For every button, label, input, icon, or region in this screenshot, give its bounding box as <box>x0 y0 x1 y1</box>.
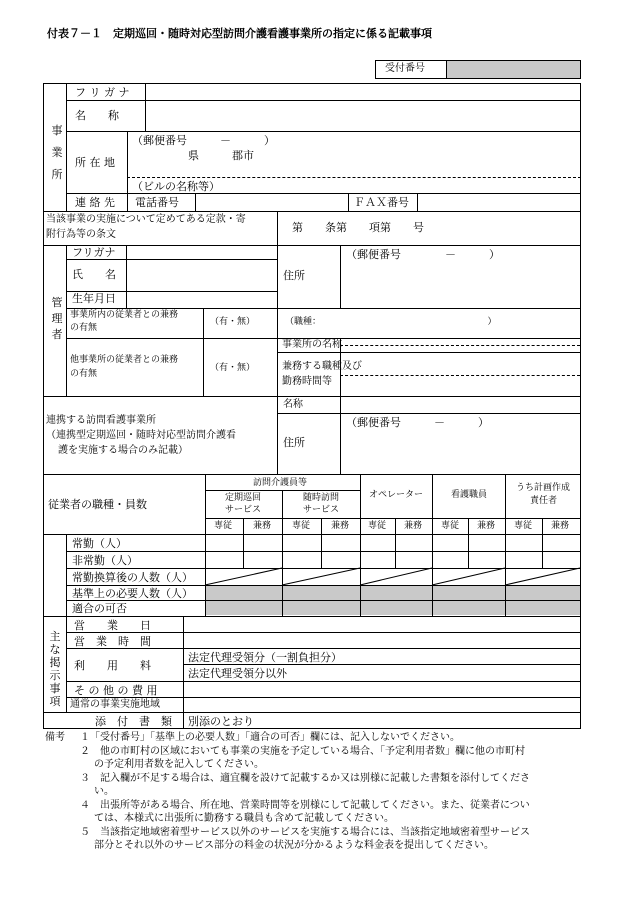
office-postal: （郵便番号 － ） <box>132 134 275 147</box>
manager-dual-in-line1: 事業所内の従業者との兼務 <box>70 310 179 320</box>
staff-oncall-line2: サービス <box>303 505 340 515</box>
staff-periodic-line2: サービス <box>225 505 262 515</box>
note-2b: の予定利用者数を記入してください。 <box>94 759 264 770</box>
note-4b: ては、本様式に出張所に勤務する職員も含めて記載してください。 <box>94 813 394 824</box>
staff-sub-full: 専従 <box>441 521 460 531</box>
staff-row-compliance: 適合の可否 <box>72 602 127 615</box>
manager-other-duty-line1: 兼務する職種及び <box>282 361 362 372</box>
staff-periodic-line1: 定期巡回 <box>225 493 262 503</box>
manager-dual-out-line2: の有無 <box>70 369 98 379</box>
manager-other-duty-line2: 勤務時間等 <box>282 376 332 387</box>
note-4a: ４ 出張所等がある場合、所在地、営業時間等を別様にして記載してください。また、従業者につい <box>80 800 530 811</box>
manager-address-label: 住所 <box>283 269 305 282</box>
items-fee-opt1: 法定代理受領分（一割負担分） <box>188 651 342 664</box>
items-fee: 利 用 料 <box>74 659 151 672</box>
office-pref-city: 県 郡市 <box>188 149 254 162</box>
partner-address-label: 住所 <box>283 436 305 449</box>
staff-nurse-header: 看護職員 <box>451 490 488 500</box>
partner-name-label: 名称 <box>283 399 303 410</box>
staff-sub-concurrent: 兼務 <box>551 521 570 531</box>
form-title: 付表７－１ 定期巡回・随時対応型訪問介護看護事業所の指定に係る記載事項 <box>47 27 432 40</box>
items-docs-value: 別添のとおり <box>188 715 254 728</box>
manager-furigana-label: フリガナ <box>72 246 116 259</box>
manager-name-label: 氏 名 <box>72 268 116 281</box>
staff-label: 従業者の職種・員数 <box>48 498 147 511</box>
manager-dual-out-line1: 他事業所の従業者との兼務 <box>70 355 179 365</box>
office-phone-label: 電話番号 <box>135 196 179 209</box>
note-3a: ３ 記入欄が不足する場合は、適宜欄を設けて記載するか又は別様に記載した書類を添付してくださ <box>80 773 530 784</box>
staff-sub-full: 専従 <box>292 521 311 531</box>
manager-birth-label: 生年月日 <box>72 292 116 305</box>
staff-sub-concurrent: 兼務 <box>477 521 496 531</box>
note-3b: い。 <box>94 786 114 797</box>
office-group-label: 事業所 <box>51 124 63 181</box>
items-business-hours: 営 業 時 間 <box>74 635 151 648</box>
staff-row-parttime: 非常勤（人） <box>72 554 138 567</box>
staff-oncall-line1: 随時訪問 <box>303 493 340 503</box>
partner-postal: （郵便番号 － ） <box>346 416 489 429</box>
note-1: １「受付番号」「基準上の必要人数」「適合の可否」欄には、記入しないでください。 <box>80 732 460 743</box>
staff-sub-full: 専従 <box>514 521 533 531</box>
office-address-label: 所 在 地 <box>75 156 115 169</box>
items-docs: 添 付 書 類 <box>95 715 172 728</box>
office-furigana-label: フ リ ガ ナ <box>75 86 130 99</box>
note-2a: ２ 他の市町村の区域においても事業の実施を予定している場合、「予定利用者数」欄に他の市町村 <box>80 746 525 757</box>
staff-row-required: 基準上の必要人数（人） <box>72 587 193 600</box>
manager-role: （職種： ） <box>285 317 497 327</box>
manager-other-office-label: 事業所の名称 <box>282 339 342 350</box>
manager-group-label: 管理者 <box>51 296 63 341</box>
note-5a: ５ 当該指定地域密着型サービス以外のサービスを実施する場合には、当該指定地域密着型サービス <box>80 827 530 838</box>
articles-value: 第 条第 項第 号 <box>292 221 424 234</box>
manager-dual-in-value: （有・無） <box>210 317 256 327</box>
office-fax-label: ＦＡＸ番号 <box>354 196 409 209</box>
staff-sub-concurrent: 兼務 <box>331 521 350 531</box>
office-name-label: 名 称 <box>75 109 119 122</box>
office-contact-label: 連 絡 先 <box>75 196 115 209</box>
partner-label-line2: （連携型定期巡回・随時対応型訪問介護看 <box>46 430 236 441</box>
items-fee-opt2: 法定代理受領分以外 <box>188 667 287 680</box>
staff-planner-line1: うち計画作成 <box>516 483 571 493</box>
items-business-days: 営 業 日 <box>74 619 151 632</box>
items-other-fees: そ の 他 の 費 用 <box>74 684 158 697</box>
staff-sub-full: 専従 <box>214 521 233 531</box>
items-area: 通常の事業実施地域 <box>70 699 160 710</box>
staff-sub-concurrent: 兼務 <box>253 521 272 531</box>
staff-hvw-header: 訪問介護員等 <box>253 478 308 488</box>
staff-operator-header: オペレーター <box>369 490 424 500</box>
receipt-number-label: 受付番号 <box>385 63 425 74</box>
staff-sub-concurrent: 兼務 <box>404 521 423 531</box>
staff-row-fte: 常勤換算後の人数（人） <box>72 571 193 584</box>
staff-planner-line2: 責任者 <box>530 496 558 506</box>
staff-sub-full: 専従 <box>368 521 387 531</box>
notes-head: 備考 <box>45 732 65 743</box>
articles-label-line2: 附行為等の条文 <box>46 229 116 240</box>
manager-postal: （郵便番号 － ） <box>346 248 500 261</box>
note-5b: 部分とそれ以外のサービス部分の料金の状況が分かるような料金表を提出してください。 <box>94 840 494 851</box>
articles-label-line1: 当該事業の実施について定めてある定款・寄 <box>46 214 246 225</box>
manager-dual-out-value: （有・無） <box>210 363 256 373</box>
manager-dual-in-line2: の有無 <box>70 323 98 333</box>
partner-label-line1: 連携する訪問看護事業所 <box>46 415 156 426</box>
items-group-label: 主な掲示事項 <box>49 630 61 708</box>
staff-row-fulltime: 常勤（人） <box>72 537 127 550</box>
office-building: （ビルの名称等） <box>132 180 220 193</box>
partner-label-line3: 護を実施する場合のみ記載） <box>58 445 188 456</box>
